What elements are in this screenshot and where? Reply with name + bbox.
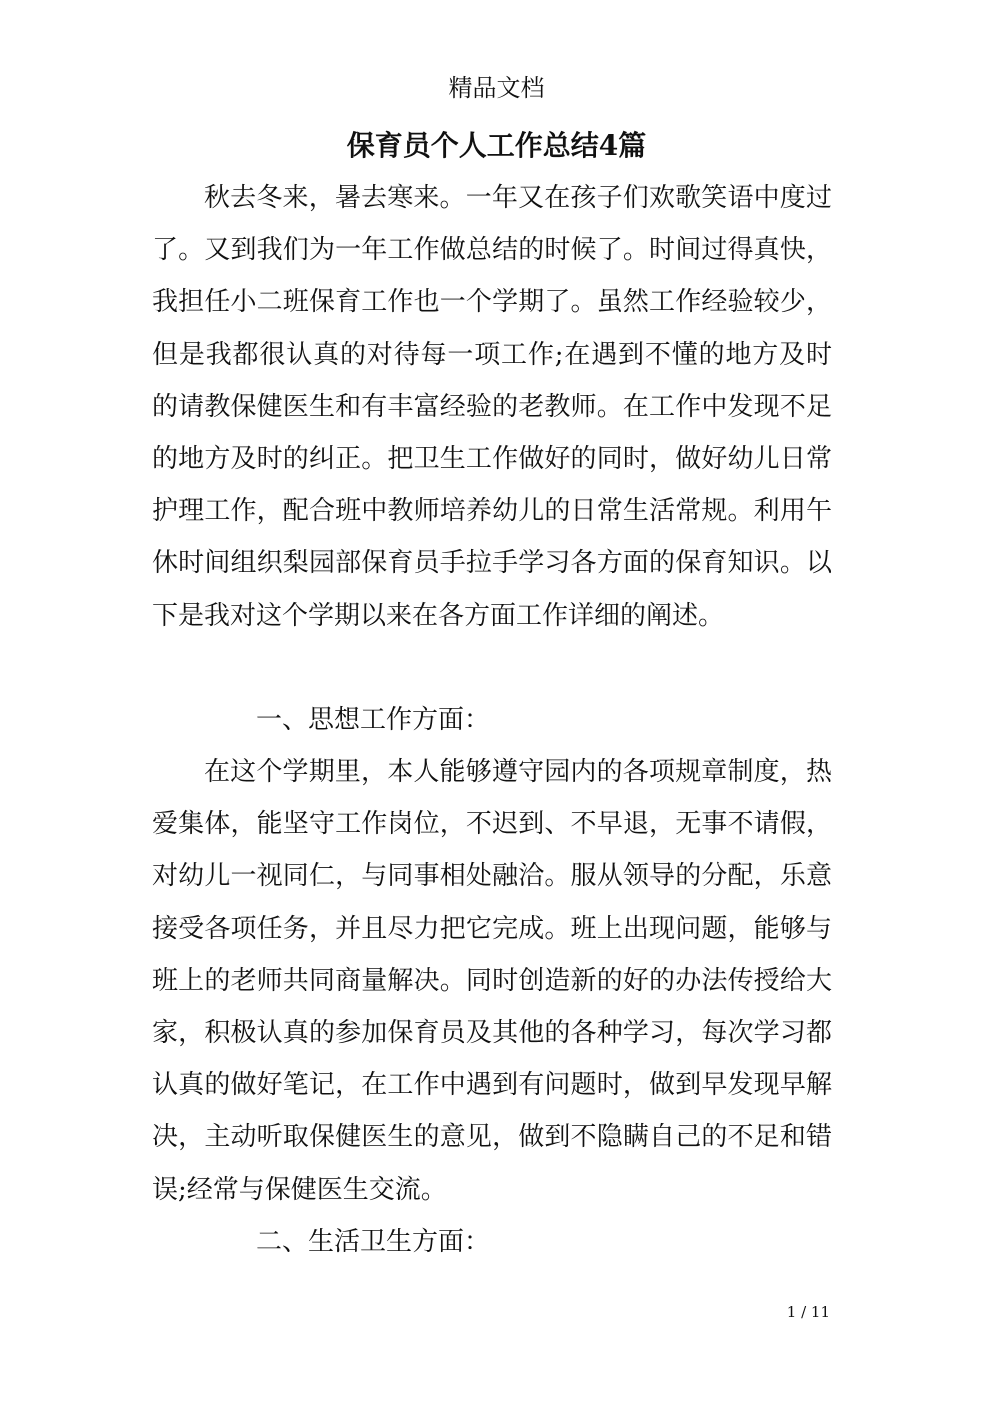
page-number: 1 / 11	[786, 1303, 830, 1321]
document-title: 保育员个人工作总结4篇	[346, 129, 647, 162]
intro-paragraph: 秋去冬来，暑去寒来。一年又在孩子们欢歌笑语中度过了。又到我们为一年工作做总结的时候了。时间过得真快，我担任小二班保育工作也一个学期了。虽然工作经验较少，但是我都很认真的对待每一项工作;在遇到不懂的地方及时的请教保健医生和有丰富经验的老教师。在工作中发现不足的地方及时的纠正。把卫生工作做好的同时，做好幼儿日常护理工作，配合班中教师培养幼儿的日常生活常规。利用午休时间组织梨园部保育员手拉手学习各方面的保育知识。以下是我对这个学期以来在各方面工作详细的阐述。	[152, 183, 832, 631]
section-heading-hygiene: 二、生活卫生方面：	[256, 1227, 491, 1257]
section-one-content	[152, 746, 832, 1216]
ideology-paragraph: 在这个学期里，本人能够遵守园内的各项规章制度，热爱集体，能坚守工作岗位，不迟到、不早退，无事不请假，对幼儿一视同仁，与同事相处融洽。服从领导的分配，乐意接受各项任务，并且尽力把它完成。班上出现问题，能够与班上的老师共同商量解决。同时创造新的好的办法传授给大家，积极认真的参加保育员及其他的各种学习，每次学习都认真的做好笔记，在工作中遇到有问题时，做到早发现早解决，主动听取保健医生的意见，做到不隐瞒自己的不足和错误;经常与保健医生交流。	[152, 757, 832, 1205]
section-heading-ideology: 一、思想工作方面：	[256, 705, 491, 735]
intro-block	[152, 172, 832, 642]
document-header: 精品文档	[448, 74, 545, 102]
section-one-block	[152, 694, 832, 746]
section-two-block	[152, 1216, 832, 1268]
